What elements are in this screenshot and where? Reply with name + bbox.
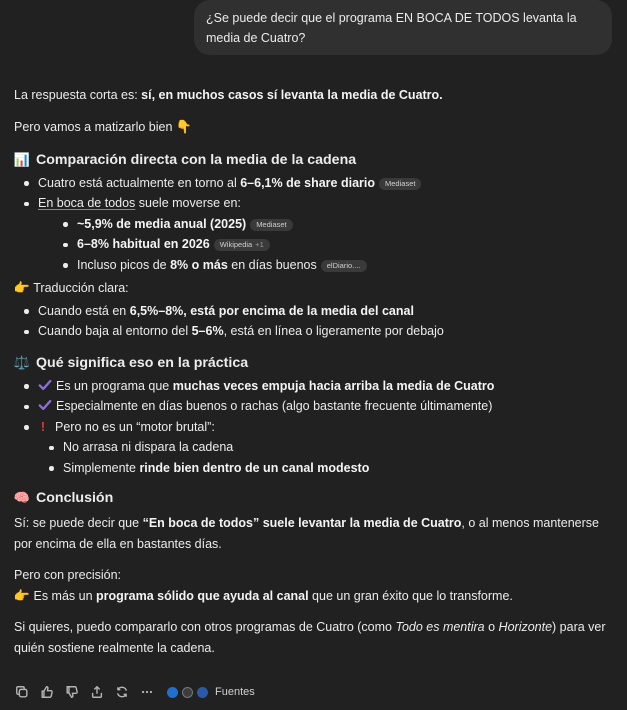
item-bold: 8% o más — [170, 257, 228, 272]
para-text: Si quieres, puedo compararlo con otros programas de Cuatro (como — [14, 620, 396, 635]
thumbs-down-icon[interactable] — [64, 684, 80, 700]
section-practica-title: Qué significa eso en la práctica — [36, 354, 249, 371]
item-bold: 6–6,1% de share diario — [240, 175, 376, 190]
list-item — [63, 214, 614, 235]
program-name-italic: Todo es mentira — [395, 620, 485, 635]
item-text: Cuando baja al entorno del — [38, 324, 192, 339]
list-item — [24, 173, 614, 194]
source-favicon-icon — [182, 687, 193, 698]
item-text: Simplemente — [63, 460, 140, 475]
more-icon[interactable] — [139, 684, 155, 700]
sources-button[interactable] — [167, 684, 255, 701]
sources-label: Fuentes — [215, 685, 255, 698]
source-favicon-icon — [167, 687, 178, 698]
traduccion-label — [14, 279, 614, 298]
para-text: Pero con precisión: — [14, 568, 122, 583]
user-message-text: ¿Se puede decir que el programa EN BOCA DE TODOS levanta la media de Cuatro? — [206, 11, 577, 45]
item-text: en días buenos — [227, 257, 317, 272]
list-item — [63, 234, 614, 255]
brain-emoji-icon: 🧠 — [13, 490, 31, 506]
bar-chart-emoji-icon: 📊 — [13, 151, 31, 167]
share-icon[interactable] — [89, 684, 105, 700]
citation-chip-eldiario[interactable]: elDiario.... — [321, 260, 367, 272]
list-item — [24, 321, 614, 342]
citation-chip-mediaset[interactable]: Mediaset — [250, 219, 292, 231]
pointing-right-emoji-icon: 👉 — [13, 280, 31, 295]
citation-chip-mediaset[interactable]: Mediaset — [379, 178, 421, 190]
item-bold: ~5,9% de media anual (2025) — [77, 216, 247, 231]
intro-prefix: La respuesta corta es: — [14, 88, 142, 102]
intro-bold: sí, en muchos casos sí levanta la media de Cuatro. — [141, 88, 443, 102]
para-text: Sí: se puede decir que — [14, 516, 143, 531]
chip-label: Wikipedia — [219, 240, 253, 249]
copy-icon[interactable] — [14, 684, 30, 700]
section-comparacion-heading — [14, 150, 614, 170]
comparacion-sublist — [38, 214, 614, 276]
conclusion-paragraph-3 — [14, 617, 614, 659]
para-bold: “En boca de todos” suele levantar la media de Cuatro — [142, 516, 462, 531]
list-item — [49, 437, 614, 458]
citation-chip-wikipedia[interactable] — [214, 239, 270, 251]
comparacion-list — [14, 173, 614, 276]
section-conclusion-heading — [14, 488, 614, 508]
answer-intro — [14, 86, 614, 105]
item-text: No arrasa ni dispara la cadena — [63, 440, 234, 455]
message-action-toolbar — [14, 682, 255, 702]
section-comparacion-title: Comparación directa con la media de la cadena — [36, 151, 357, 168]
traduccion-text: Traducción clara: — [33, 281, 129, 295]
list-item — [49, 458, 614, 479]
para-text: , o al menos mantenerse por encima de ella en bastantes días. — [14, 516, 599, 552]
item-text: Incluso picos de — [77, 257, 171, 272]
item-bold: rinde bien dentro de un canal modesto — [139, 460, 370, 475]
list-item — [24, 301, 614, 322]
pointing-right-emoji-icon: 👉 — [13, 588, 31, 604]
list-item — [24, 396, 614, 417]
item-text: Especialmente en días buenos o rachas (algo bastante frecuente últimamente) — [56, 399, 493, 414]
item-text: suele moverse en: — [135, 196, 241, 210]
item-bold: 6–8% habitual en 2026 — [77, 237, 210, 251]
answer-matiz — [14, 118, 614, 137]
chip-extra-count: +1 — [255, 240, 264, 249]
list-item — [63, 255, 614, 276]
list-item — [24, 376, 614, 397]
thumbs-up-icon[interactable] — [39, 684, 55, 700]
balance-scale-emoji-icon: ⚖️ — [13, 354, 31, 370]
item-text: Cuatro está actualmente en torno al — [38, 175, 241, 190]
en-boca-de-todos-link[interactable]: En boca de todos — [38, 196, 136, 210]
source-favicon-icon — [197, 687, 208, 698]
para-bold: programa sólido que ayuda al canal — [96, 589, 309, 604]
regenerate-icon[interactable] — [114, 684, 130, 700]
item-text: , está en línea o ligeramente por debajo — [223, 324, 444, 339]
list-item — [24, 193, 614, 275]
para-text: Es más un — [33, 589, 97, 604]
section-conclusion-title: Conclusión — [36, 490, 114, 507]
para-text: que un gran éxito que lo transforme. — [308, 589, 513, 604]
check-mark-icon — [38, 378, 52, 392]
item-bold: muchas veces empuja hacia arriba la media de Cuatro — [172, 378, 495, 393]
traduccion-list — [14, 301, 614, 342]
exclamation-icon: ! — [40, 419, 46, 434]
check-mark-icon — [38, 398, 52, 412]
para-text: ) para ver quién sostiene realmente la cadena. — [14, 620, 606, 656]
user-message-bubble — [194, 0, 612, 55]
conclusion-paragraph-2 — [14, 565, 614, 607]
item-bold: 5–6% — [191, 324, 224, 339]
program-name-italic: Horizonte — [498, 620, 553, 635]
section-practica-heading — [14, 353, 614, 373]
assistant-answer — [14, 86, 614, 659]
practica-list — [14, 376, 614, 479]
item-bold: 6,5%–8%, está por encima de la media del canal — [129, 303, 414, 318]
matiz-text: Pero vamos a matizarlo bien — [14, 119, 173, 134]
item-text: Es un programa que — [56, 378, 173, 393]
item-text: Cuando está en — [38, 303, 130, 318]
conclusion-paragraph-1 — [14, 513, 614, 555]
item-text: Pero no es un “motor brutal”: — [55, 419, 215, 434]
practica-sublist — [38, 437, 614, 478]
para-text: o — [484, 620, 499, 635]
pointing-down-emoji-icon: 👇 — [175, 118, 192, 134]
list-item — [24, 417, 614, 479]
